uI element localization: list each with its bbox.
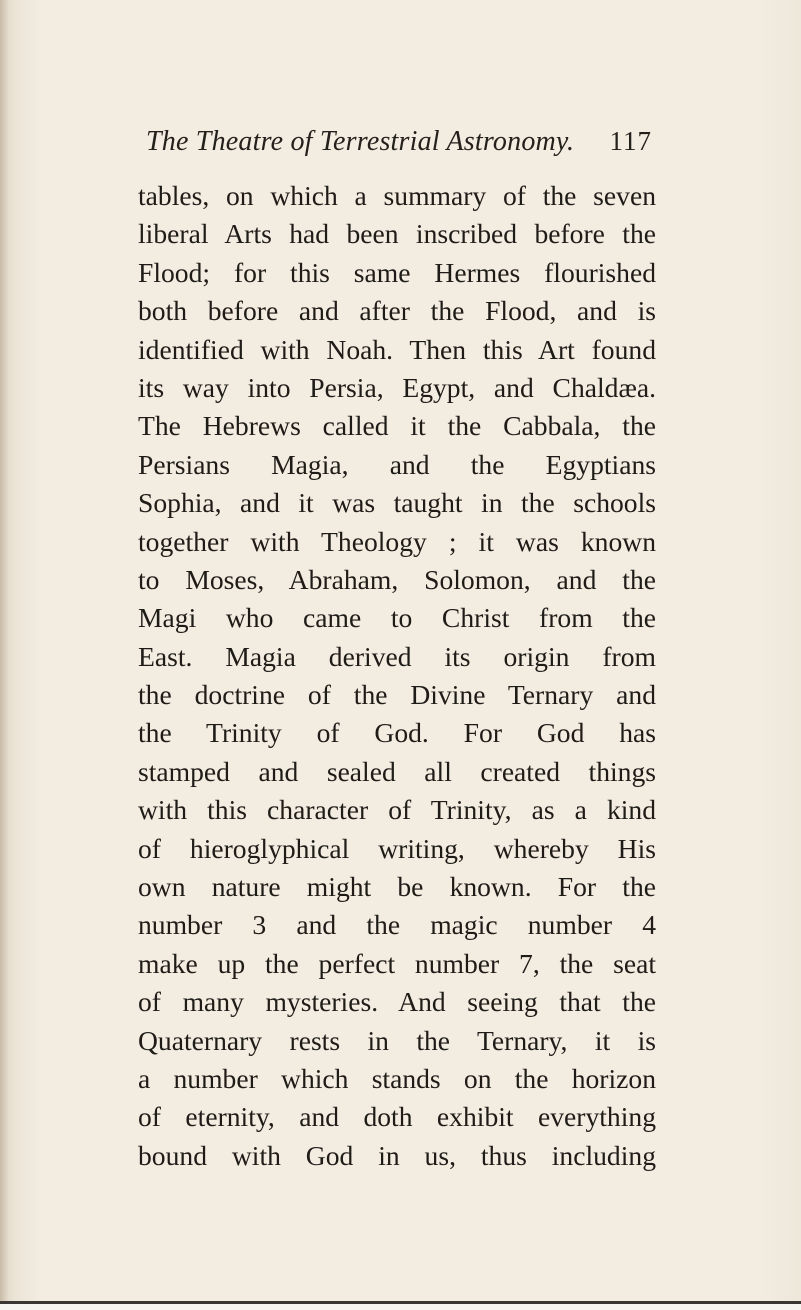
- running-title: The Theatre of Terrestrial Astronomy.: [146, 126, 575, 157]
- text-line: Flood; for this same Hermes flourished: [138, 256, 656, 288]
- text-line: with this character of Trinity, as a kind: [138, 794, 656, 826]
- text-line: liberal Arts had been inscribed before the: [138, 218, 656, 250]
- page-number: 117: [609, 126, 652, 156]
- text-line: Quaternary rests in the Ternary, it is: [138, 1024, 656, 1056]
- text-line: a number which stands on the horizon: [138, 1062, 656, 1094]
- text-line: bound with God in us, thus including: [138, 1139, 656, 1171]
- text-line: the Trinity of God. For God has: [138, 717, 656, 749]
- text-line: of eternity, and doth exhibit everything: [138, 1101, 656, 1133]
- text-line: East. Magia derived its origin from: [138, 640, 656, 672]
- text-line: to Moses, Abraham, Solomon, and the: [138, 563, 656, 595]
- running-head: [146, 126, 656, 166]
- page-gutter-shadow: [0, 0, 8, 1310]
- text-line: the doctrine of the Divine Ternary and: [138, 679, 656, 711]
- text-line: The Hebrews called it the Cabbala, the: [138, 410, 656, 442]
- text-line: stamped and sealed all created things: [138, 755, 656, 787]
- body-text: [138, 177, 656, 1175]
- scan-background: [0, 1304, 801, 1310]
- text-line: number 3 and the magic number 4: [138, 909, 656, 941]
- text-line: Magi who came to Christ from the: [138, 602, 656, 634]
- text-line: of hieroglyphical writing, whereby His: [138, 832, 656, 864]
- text-line: its way into Persia, Egypt, and Chaldæa.: [138, 371, 656, 403]
- text-line: both before and after the Flood, and is: [138, 295, 656, 327]
- text-line: Sophia, and it was taught in the schools: [138, 487, 656, 519]
- text-line: make up the perfect number 7, the seat: [138, 947, 656, 979]
- text-line: of many mysteries. And seeing that the: [138, 986, 656, 1018]
- text-line: own nature might be known. For the: [138, 871, 656, 903]
- text-line: identified with Noah. Then this Art found: [138, 333, 656, 365]
- text-line: together with Theology ; it was known: [138, 525, 656, 557]
- text-line: Persians Magia, and the Egyptians: [138, 448, 656, 480]
- text-line: tables, on which a summary of the seven: [138, 180, 656, 211]
